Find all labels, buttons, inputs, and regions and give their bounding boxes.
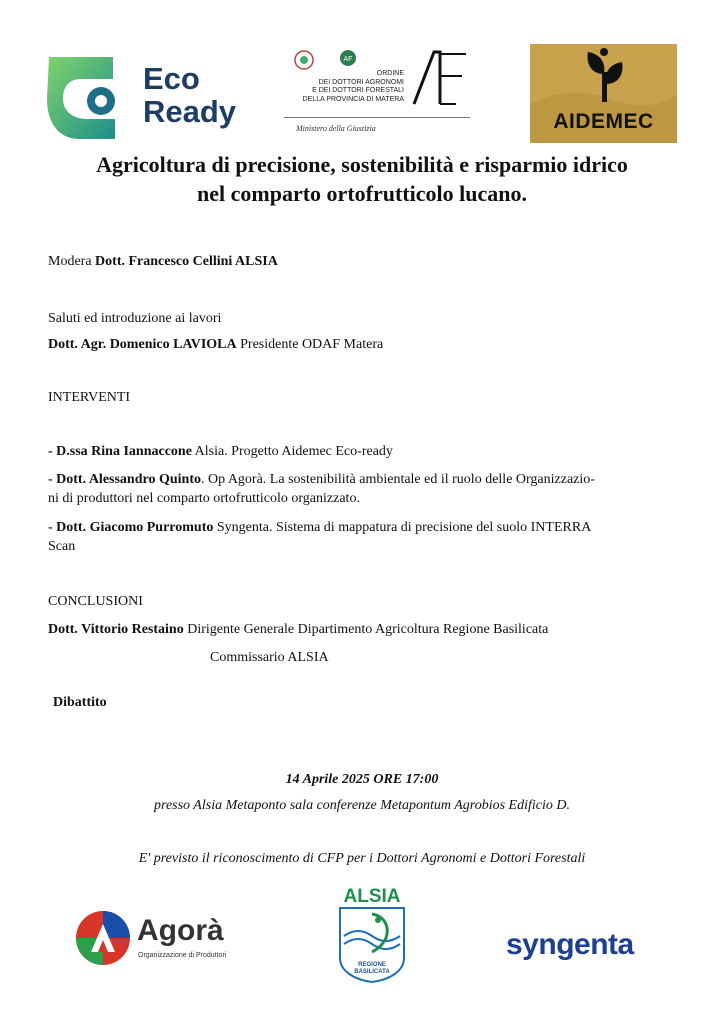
event-cfp: E' previsto il riconoscimento di CFP per i Dottori Agronomi e Dottori Forestali xyxy=(138,851,586,866)
conclusioni-heading: CONCLUSIONI xyxy=(48,594,143,609)
alsia-subtitle-1: REGIONE xyxy=(358,962,386,968)
agora-emblem-icon xyxy=(75,908,135,968)
aidemec-logo xyxy=(530,44,677,143)
odaf-line-1: ORDINE xyxy=(376,70,404,77)
eco-ready-line1: Eco xyxy=(143,61,200,96)
odaf-line-4: DELLA PROVINCIA DI MATERA xyxy=(302,95,404,103)
event-date-text: 14 Aprile 2025 ORE 17:00 xyxy=(285,772,439,787)
intervento-2-cont: ni di produttori nel comparto ortofrutticolo organizzato. xyxy=(48,491,360,506)
conclusioni-role-2: Commissario ALSIA xyxy=(210,650,329,665)
intervento-1-name: - D.ssa Rina Iannaccone xyxy=(48,444,192,459)
event-date xyxy=(0,772,724,788)
conclusioni-line xyxy=(48,621,548,639)
intervento-3 xyxy=(48,519,591,537)
alsia-logo xyxy=(332,886,412,984)
aidemec-wordmark: AIDEMEC xyxy=(553,110,654,133)
eco-ready-line2: Ready xyxy=(143,94,237,129)
odaf-line-2: DEI DOTTORI AGRONOMI xyxy=(318,78,404,86)
agora-name: Agorà xyxy=(137,914,224,947)
event-venue: presso Alsia Metaponto sala conferenze Metapontum Agrobios Edificio D. xyxy=(154,798,570,813)
dibattito-text: Dibattito xyxy=(53,695,107,710)
dibattito-label xyxy=(53,694,107,712)
alsia-subtitle xyxy=(332,962,412,976)
title-line-2: nel comparto ortofrutticolo lucano. xyxy=(197,181,527,206)
moderator-prefix: Modera xyxy=(48,254,96,269)
intervento-1-desc: Alsia. Progetto Aidemec Eco-ready xyxy=(191,444,393,459)
intervento-2 xyxy=(48,471,595,489)
conclusioni-name: Dott. Vittorio Restaino xyxy=(48,622,184,637)
greetings-role: Presidente ODAF Matera xyxy=(236,337,384,352)
page-title xyxy=(20,150,704,208)
greetings-name: Dott. Agr. Domenico LAVIOLA xyxy=(48,337,237,352)
moderator-line xyxy=(48,253,278,271)
intervento-2-name: - Dott. Alessandro Quinto xyxy=(48,472,201,487)
odaf-text xyxy=(294,70,404,104)
interventi-heading: INTERVENTI xyxy=(48,390,131,405)
intervento-3-desc: Syngenta. Sistema di mappatura di precisione del suolo INTERRA xyxy=(213,520,592,535)
ministero-label: Ministero della Giustizia xyxy=(296,124,376,133)
conclusioni-role: Dirigente Generale Dipartimento Agricoltura Regione Basilicata xyxy=(183,622,549,637)
svg-text:AF: AF xyxy=(343,56,353,63)
agora-subtitle: Organizzazione di Produttori xyxy=(138,952,227,959)
greetings-label: Saluti ed introduzione ai lavori xyxy=(48,311,222,326)
syngenta-logo: syngenta xyxy=(506,928,634,961)
intervento-2-desc: . Op Agorà. La sostenibilità ambientale ed il ruolo delle Organizzazio- xyxy=(200,472,595,487)
greetings-line xyxy=(48,336,383,354)
eco-ready-wordmark xyxy=(143,62,236,128)
alsia-subtitle-2: BASILICATA xyxy=(354,969,390,975)
intervento-1 xyxy=(48,443,393,461)
eco-ready-emblem-icon xyxy=(45,53,140,143)
alsia-name: ALSIA xyxy=(343,886,401,907)
odaf-divider xyxy=(284,117,470,118)
moderator-name: Dott. Francesco Cellini ALSIA xyxy=(95,254,278,269)
intervento-3-cont: Scan xyxy=(48,539,76,554)
odaf-line-3: E DEI DOTTORI FORESTALI xyxy=(312,87,404,94)
intervento-3-name: - Dott. Giacomo Purromuto xyxy=(48,520,214,535)
title-line-1: Agricoltura di precisione, sostenibilità e risparmio idrico xyxy=(96,152,628,177)
agora-logo xyxy=(75,908,255,970)
